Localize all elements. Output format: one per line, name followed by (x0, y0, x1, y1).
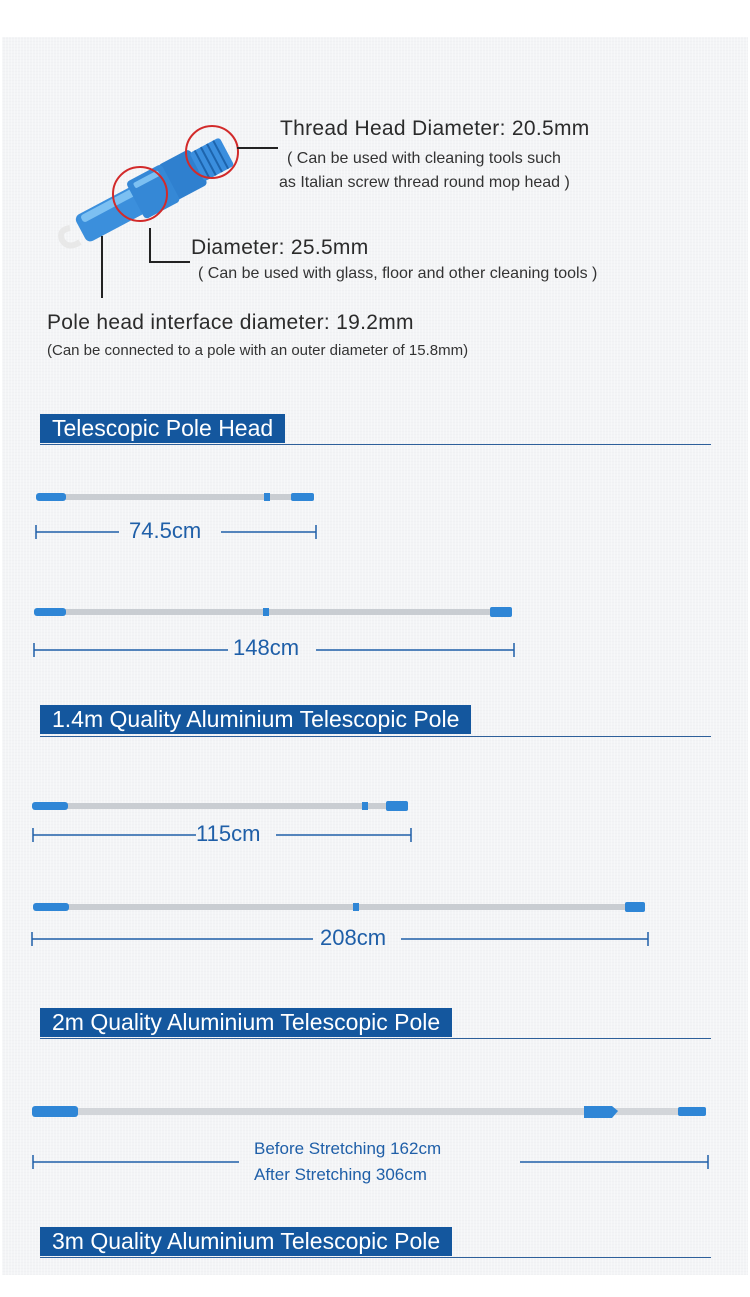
pole-head-illustration (40, 110, 300, 320)
thread-head-note-1: ( Can be used with cleaning tools such (287, 150, 561, 167)
pole-1-4m-collapsed (36, 490, 318, 506)
section-banner-3m: 3m Quality Aluminium Telescopic Pole (40, 1227, 452, 1256)
interface-title: Pole head interface diameter: 19.2mm (47, 311, 414, 334)
length-label-148cm: 148cm (233, 635, 300, 660)
length-label-115cm: 115cm (196, 821, 261, 846)
section-rule (40, 1038, 711, 1039)
section-banner-1-4m: 1.4m Quality Aluminium Telescopic Pole (40, 705, 471, 734)
section-rule (40, 444, 711, 445)
pole-2m-extended (33, 900, 649, 916)
section-banner-2m: 2m Quality Aluminium Telescopic Pole (40, 1008, 452, 1037)
diameter-title: Diameter: 25.5mm (191, 236, 369, 259)
thread-head-note-2: as Italian screw thread round mop head ) (279, 174, 570, 191)
length-label-74cm: 74.5cm (129, 518, 202, 543)
pole-3m (32, 1102, 710, 1122)
before-stretching-label: Before Stretching 162cm (254, 1139, 442, 1158)
section-rule (40, 736, 711, 737)
diameter-note: ( Can be used with glass, floor and other cleaning tools ) (198, 265, 598, 282)
after-stretching-label: After Stretching 306cm (254, 1165, 427, 1184)
section-banner-pole-head: Telescopic Pole Head (40, 414, 285, 443)
length-label-208cm: 208cm (320, 925, 387, 950)
pole-2m-collapsed (32, 799, 412, 815)
pole-1-4m-extended (34, 605, 516, 621)
thread-head-title: Thread Head Diameter: 20.5mm (280, 117, 590, 140)
section-rule (40, 1257, 711, 1258)
interface-note: (Can be connected to a pole with an outer diameter of 15.8mm) (47, 342, 469, 359)
